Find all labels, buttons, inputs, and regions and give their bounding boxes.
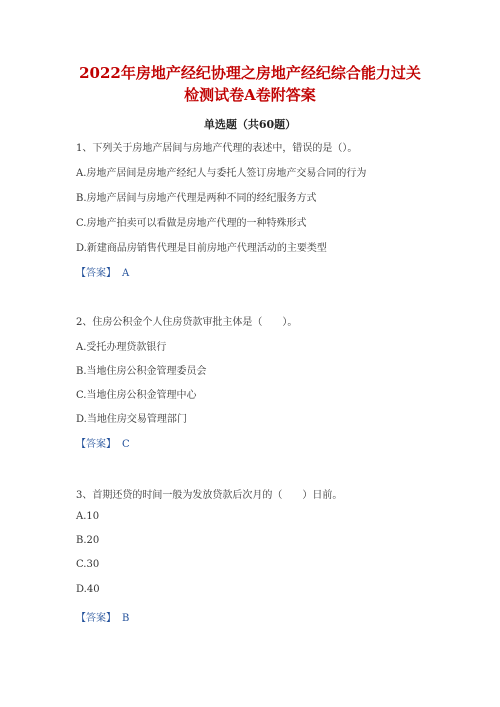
answer-label: 【答案】: [76, 613, 116, 624]
question-3-option-b: B.20: [76, 535, 100, 546]
question-1-option-d: D.新建商品房销售代理是目前房地产代理活动的主要类型: [76, 243, 327, 254]
document-title-line-2: 检测试卷A卷附答案: [184, 86, 316, 104]
question-2-option-c: C.当地住房公积金管理中心: [76, 390, 197, 401]
question-3-stem: 3、首期还贷的时间一般为发放贷款后次月的（ ）日前。: [76, 490, 343, 501]
question-2-option-d: D.当地住房交易管理部门: [76, 414, 187, 425]
answer-value: C: [122, 439, 130, 450]
question-2-stem: 2、住房公积金个人住房贷款审批主体是（ ）。: [76, 317, 298, 328]
answer-value: A: [122, 268, 130, 279]
question-2-answer: [76, 435, 130, 450]
question-1-stem: 1、下列关于房地产居间与房地产代理的表述中，错误的是（）。: [76, 143, 358, 154]
answer-label: 【答案】: [76, 439, 116, 450]
question-2-option-b: B.当地住房公积金管理委员会: [76, 366, 207, 377]
answer-value: B: [122, 613, 130, 624]
question-3-answer: [76, 609, 129, 624]
section-heading: 单选题（共60题）: [203, 118, 297, 131]
question-1-option-c: C.房地产拍卖可以看做是房地产代理的一种特殊形式: [76, 218, 307, 229]
question-1-answer: [76, 264, 129, 279]
question-2-option-a: A.受托办理贷款银行: [76, 342, 167, 353]
answer-label: 【答案】: [76, 268, 116, 279]
question-3-option-d: D.40: [76, 584, 100, 595]
question-3-option-a: A.10: [76, 511, 100, 522]
question-3-option-c: C.30: [76, 559, 100, 570]
question-1-option-b: B.房地产居间与房地产代理是两种不同的经纪服务方式: [76, 193, 317, 204]
document-title-line-1: 2022年房地产经纪协理之房地产经纪综合能力过关: [79, 64, 421, 82]
question-1-option-a: A.房地产居间是房地产经纪人与委托人签订房地产交易合同的行为: [76, 168, 367, 179]
